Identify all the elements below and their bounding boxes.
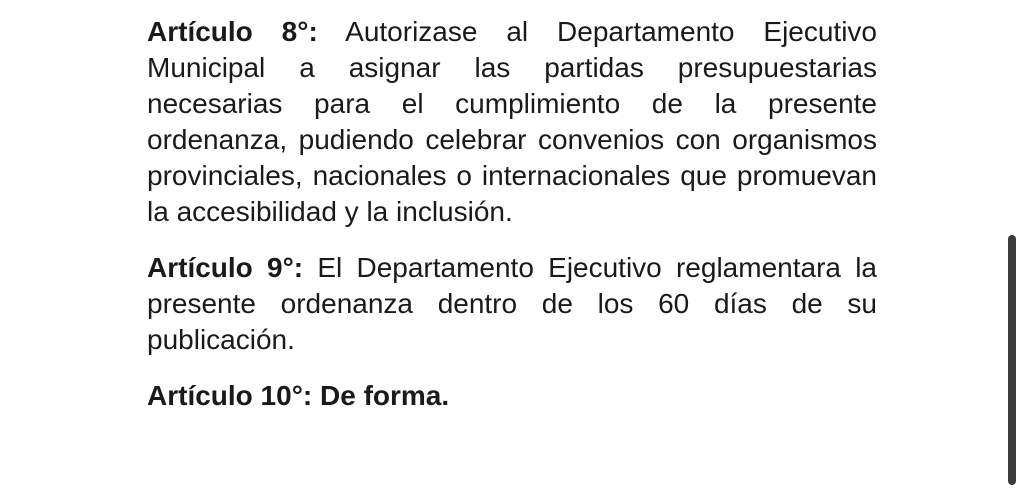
article-8-heading: Artículo 8°: [147, 16, 318, 47]
article-8 [147, 14, 877, 230]
scrollbar-thumb[interactable] [1008, 235, 1016, 485]
article-10 [147, 378, 877, 414]
article-9 [147, 250, 877, 358]
article-9-heading: Artículo 9°: [147, 252, 304, 283]
article-8-text: Autorizase al Departamento Ejecutivo Municipal a asignar las partidas presupuestarias necesarias para el cumplimiento de la presente ordenanza, pudiendo celebrar convenios con organismos provinciales, nacionales o internacionales que promuevan la accesibilidad y la inclusión. [147, 16, 878, 227]
document-body [147, 14, 877, 434]
article-9-text: El Departamento Ejecutivo reglamentara la presente ordenanza dentro de los 60 días de su publicación. [147, 252, 877, 355]
article-10-heading: Artículo 10°: De forma. [147, 380, 450, 411]
